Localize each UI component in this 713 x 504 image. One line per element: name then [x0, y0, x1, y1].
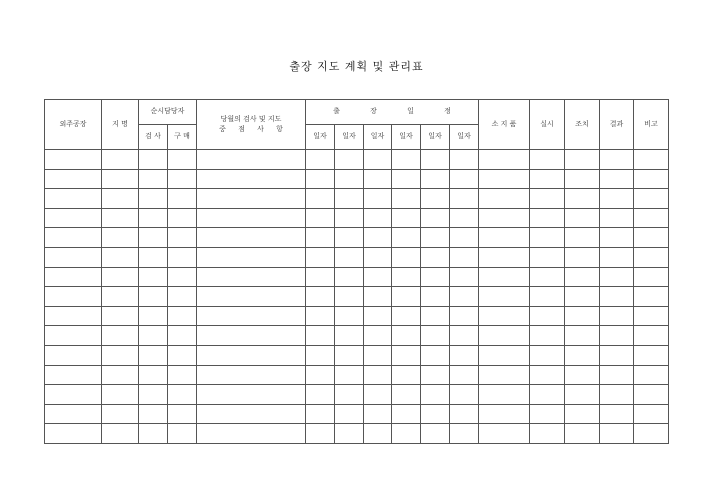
table-cell[interactable]: [565, 267, 600, 287]
header-date-5: 일자: [421, 125, 450, 150]
table-row: [45, 169, 669, 189]
table-cell[interactable]: [565, 385, 600, 405]
table-cell[interactable]: [634, 150, 669, 170]
table-cell[interactable]: [392, 228, 421, 248]
header-date-6: 일자: [450, 125, 479, 150]
header-guidance-line1: 당월의 검사 및 지도: [220, 114, 282, 123]
table-cell[interactable]: [530, 189, 565, 209]
table-cell[interactable]: [197, 345, 306, 365]
table-cell[interactable]: [45, 326, 102, 346]
table-cell[interactable]: [600, 385, 634, 405]
table-cell[interactable]: [600, 189, 634, 209]
table-cell[interactable]: [306, 306, 335, 326]
table-cell[interactable]: [634, 208, 669, 228]
table-cell[interactable]: [45, 345, 102, 365]
table-cell[interactable]: [530, 150, 565, 170]
table-cell[interactable]: [450, 267, 479, 287]
table-cell[interactable]: [479, 345, 530, 365]
table-cell[interactable]: [139, 169, 168, 189]
header-date-4: 일자: [392, 125, 421, 150]
table-cell[interactable]: [421, 208, 450, 228]
header-execution: 실시: [530, 100, 565, 150]
table-cell[interactable]: [139, 385, 168, 405]
table-cell[interactable]: [168, 306, 197, 326]
table-cell[interactable]: [530, 208, 565, 228]
header-guidance: [197, 100, 306, 150]
table-cell[interactable]: [168, 287, 197, 307]
table-cell[interactable]: [450, 208, 479, 228]
table-cell[interactable]: [197, 267, 306, 287]
table-cell[interactable]: [335, 404, 364, 424]
table-cell[interactable]: [102, 385, 139, 405]
table-cell[interactable]: [530, 247, 565, 267]
table-cell[interactable]: [479, 306, 530, 326]
table-cell[interactable]: [600, 345, 634, 365]
table-cell[interactable]: [139, 306, 168, 326]
table-cell[interactable]: [364, 150, 392, 170]
header-result: 결과: [600, 100, 634, 150]
table-row: [45, 150, 669, 170]
table-row: [45, 326, 669, 346]
table-cell[interactable]: [45, 424, 102, 444]
table-cell[interactable]: [530, 385, 565, 405]
table-cell[interactable]: [364, 306, 392, 326]
table-cell[interactable]: [102, 306, 139, 326]
table-cell[interactable]: [168, 424, 197, 444]
table-cell[interactable]: [102, 228, 139, 248]
table-cell[interactable]: [392, 267, 421, 287]
table-cell[interactable]: [634, 247, 669, 267]
table-cell[interactable]: [139, 287, 168, 307]
table-cell[interactable]: [306, 228, 335, 248]
table-cell[interactable]: [392, 306, 421, 326]
table-cell[interactable]: [530, 306, 565, 326]
table-cell[interactable]: [634, 306, 669, 326]
table-cell[interactable]: [364, 267, 392, 287]
table-cell[interactable]: [530, 424, 565, 444]
table-cell[interactable]: [392, 189, 421, 209]
table-cell[interactable]: [102, 150, 139, 170]
table-cell[interactable]: [392, 150, 421, 170]
header-date-2: 일자: [335, 125, 364, 150]
table-cell[interactable]: [421, 189, 450, 209]
table-body: [45, 150, 669, 444]
table-cell[interactable]: [45, 404, 102, 424]
table-cell[interactable]: [450, 306, 479, 326]
table-cell[interactable]: [306, 267, 335, 287]
table-cell[interactable]: [197, 365, 306, 385]
header-guidance-line2: 중 점 사 항: [219, 124, 283, 133]
table-cell[interactable]: [197, 189, 306, 209]
table-cell[interactable]: [364, 385, 392, 405]
table-row: [45, 424, 669, 444]
table-cell[interactable]: [335, 228, 364, 248]
header-remarks: 비고: [634, 100, 669, 150]
table-cell[interactable]: [421, 306, 450, 326]
table-cell[interactable]: [306, 385, 335, 405]
table-cell[interactable]: [479, 365, 530, 385]
table-cell[interactable]: [565, 345, 600, 365]
table-cell[interactable]: [102, 267, 139, 287]
table-cell[interactable]: [168, 365, 197, 385]
table-cell[interactable]: [364, 287, 392, 307]
table-cell[interactable]: [364, 326, 392, 346]
table-cell[interactable]: [168, 247, 197, 267]
table-cell[interactable]: [335, 169, 364, 189]
table-cell[interactable]: [634, 267, 669, 287]
table-cell[interactable]: [306, 247, 335, 267]
table-cell[interactable]: [45, 189, 102, 209]
header-item: 지 명: [102, 100, 139, 150]
table-cell[interactable]: [634, 345, 669, 365]
table-cell[interactable]: [168, 326, 197, 346]
table-cell[interactable]: [450, 365, 479, 385]
table-cell[interactable]: [479, 189, 530, 209]
table-cell[interactable]: [335, 267, 364, 287]
table-cell[interactable]: [306, 150, 335, 170]
table-cell[interactable]: [364, 345, 392, 365]
header-purchase: 구 매: [168, 125, 197, 150]
table-row: [45, 345, 669, 365]
table-cell[interactable]: [634, 189, 669, 209]
table-cell[interactable]: [306, 169, 335, 189]
table-cell[interactable]: [634, 326, 669, 346]
table-cell[interactable]: [168, 385, 197, 405]
table-cell[interactable]: [421, 365, 450, 385]
table-cell[interactable]: [197, 404, 306, 424]
table-cell[interactable]: [197, 326, 306, 346]
table-cell[interactable]: [45, 228, 102, 248]
table-cell[interactable]: [45, 247, 102, 267]
table-cell[interactable]: [421, 424, 450, 444]
table-cell[interactable]: [600, 424, 634, 444]
table-cell[interactable]: [530, 345, 565, 365]
table-row: [45, 385, 669, 405]
table-cell[interactable]: [335, 385, 364, 405]
table-cell[interactable]: [600, 287, 634, 307]
table-cell[interactable]: [421, 287, 450, 307]
table-cell[interactable]: [168, 228, 197, 248]
table-cell[interactable]: [634, 404, 669, 424]
table-cell[interactable]: [197, 208, 306, 228]
table-row: [45, 208, 669, 228]
table-cell[interactable]: [168, 208, 197, 228]
table-cell[interactable]: [45, 306, 102, 326]
table-cell[interactable]: [565, 150, 600, 170]
table-cell[interactable]: [450, 150, 479, 170]
table-cell[interactable]: [450, 169, 479, 189]
table-cell[interactable]: [197, 228, 306, 248]
table-cell[interactable]: [565, 169, 600, 189]
table-cell[interactable]: [335, 287, 364, 307]
table-cell[interactable]: [197, 150, 306, 170]
table-cell[interactable]: [634, 287, 669, 307]
header-owner: 소 지 품: [479, 100, 530, 150]
table-cell[interactable]: [392, 385, 421, 405]
table-cell[interactable]: [421, 150, 450, 170]
table-cell[interactable]: [565, 424, 600, 444]
table-row: [45, 404, 669, 424]
table-cell[interactable]: [450, 247, 479, 267]
table-cell[interactable]: [139, 365, 168, 385]
table-cell[interactable]: [450, 228, 479, 248]
table-cell[interactable]: [102, 208, 139, 228]
table-cell[interactable]: [392, 345, 421, 365]
table-cell[interactable]: [565, 287, 600, 307]
table-cell[interactable]: [197, 385, 306, 405]
table-cell[interactable]: [139, 247, 168, 267]
table-cell[interactable]: [530, 228, 565, 248]
table-cell[interactable]: [335, 189, 364, 209]
table-cell[interactable]: [306, 208, 335, 228]
table-cell[interactable]: [364, 208, 392, 228]
table-cell[interactable]: [306, 189, 335, 209]
table-cell[interactable]: [600, 326, 634, 346]
table-cell[interactable]: [421, 247, 450, 267]
table-cell[interactable]: [364, 189, 392, 209]
table-cell[interactable]: [335, 247, 364, 267]
table-cell[interactable]: [565, 189, 600, 209]
table-cell[interactable]: [479, 208, 530, 228]
table-cell[interactable]: [139, 208, 168, 228]
table-cell[interactable]: [421, 345, 450, 365]
table-cell[interactable]: [565, 326, 600, 346]
table-cell[interactable]: [565, 208, 600, 228]
table-cell[interactable]: [168, 404, 197, 424]
table-cell[interactable]: [45, 267, 102, 287]
table-cell[interactable]: [392, 208, 421, 228]
table-cell[interactable]: [392, 424, 421, 444]
table-cell[interactable]: [139, 189, 168, 209]
table-cell[interactable]: [634, 169, 669, 189]
table-cell[interactable]: [634, 424, 669, 444]
table-cell[interactable]: [306, 287, 335, 307]
table-cell[interactable]: [364, 424, 392, 444]
table-cell[interactable]: [364, 228, 392, 248]
table-cell[interactable]: [421, 326, 450, 346]
table-cell[interactable]: [479, 247, 530, 267]
table-cell[interactable]: [168, 169, 197, 189]
table-cell[interactable]: [634, 228, 669, 248]
table-cell[interactable]: [421, 228, 450, 248]
table-cell[interactable]: [600, 306, 634, 326]
table-cell[interactable]: [421, 385, 450, 405]
table-cell[interactable]: [479, 326, 530, 346]
table-cell[interactable]: [479, 287, 530, 307]
table-cell[interactable]: [565, 365, 600, 385]
table-cell[interactable]: [392, 404, 421, 424]
table-cell[interactable]: [364, 404, 392, 424]
table-cell[interactable]: [530, 169, 565, 189]
table-cell[interactable]: [364, 247, 392, 267]
table-cell[interactable]: [565, 306, 600, 326]
table-cell[interactable]: [450, 345, 479, 365]
table-cell[interactable]: [45, 385, 102, 405]
table-cell[interactable]: [600, 169, 634, 189]
business-trip-guidance-table: [44, 99, 669, 444]
table-cell[interactable]: [45, 208, 102, 228]
table-cell[interactable]: [634, 365, 669, 385]
table-cell[interactable]: [479, 404, 530, 424]
table-cell[interactable]: [168, 189, 197, 209]
table-cell[interactable]: [335, 150, 364, 170]
table-cell[interactable]: [306, 365, 335, 385]
table-cell[interactable]: [392, 326, 421, 346]
header-factory: 외주공장: [45, 100, 102, 150]
header-date-3: 일자: [364, 125, 392, 150]
table-cell[interactable]: [102, 424, 139, 444]
table-cell[interactable]: [102, 247, 139, 267]
table-cell[interactable]: [102, 169, 139, 189]
table-cell[interactable]: [335, 306, 364, 326]
table-cell[interactable]: [197, 306, 306, 326]
table-cell[interactable]: [392, 247, 421, 267]
table-cell[interactable]: [565, 247, 600, 267]
table-row: [45, 247, 669, 267]
table-cell[interactable]: [600, 228, 634, 248]
table-cell[interactable]: [479, 424, 530, 444]
table-cell[interactable]: [45, 287, 102, 307]
table-cell[interactable]: [45, 150, 102, 170]
table-cell[interactable]: [139, 326, 168, 346]
table-cell[interactable]: [450, 385, 479, 405]
table-cell[interactable]: [450, 287, 479, 307]
header-schedule-group: 출 장 일 정: [306, 100, 479, 125]
table-cell[interactable]: [306, 404, 335, 424]
table-cell[interactable]: [421, 404, 450, 424]
table-row: [45, 228, 669, 248]
page-title: 출장 지도 계획 및 관리표: [289, 60, 424, 73]
table-cell[interactable]: [45, 169, 102, 189]
header-inspection: 검 사: [139, 125, 168, 150]
table-cell[interactable]: [530, 287, 565, 307]
table-cell[interactable]: [450, 404, 479, 424]
table-cell[interactable]: [139, 150, 168, 170]
table-cell[interactable]: [600, 365, 634, 385]
table-cell[interactable]: [139, 404, 168, 424]
table-cell[interactable]: [335, 345, 364, 365]
table-cell[interactable]: [600, 208, 634, 228]
table-cell[interactable]: [102, 365, 139, 385]
table-cell[interactable]: [479, 228, 530, 248]
table-row: [45, 365, 669, 385]
table-cell[interactable]: [450, 326, 479, 346]
table-cell[interactable]: [530, 404, 565, 424]
table-cell[interactable]: [479, 385, 530, 405]
table-cell[interactable]: [335, 326, 364, 346]
table-cell[interactable]: [335, 424, 364, 444]
table-cell[interactable]: [450, 189, 479, 209]
table-cell[interactable]: [530, 267, 565, 287]
table-cell[interactable]: [530, 365, 565, 385]
table-cell[interactable]: [102, 189, 139, 209]
table-cell[interactable]: [600, 150, 634, 170]
table-cell[interactable]: [565, 228, 600, 248]
table-cell[interactable]: [306, 345, 335, 365]
table-cell[interactable]: [565, 404, 600, 424]
table-cell[interactable]: [139, 267, 168, 287]
table-cell[interactable]: [139, 424, 168, 444]
table-cell[interactable]: [634, 385, 669, 405]
table-cell[interactable]: [479, 169, 530, 189]
table-cell[interactable]: [102, 287, 139, 307]
table-cell[interactable]: [102, 404, 139, 424]
table-cell[interactable]: [364, 365, 392, 385]
table-row: [45, 287, 669, 307]
table-cell[interactable]: [364, 169, 392, 189]
table-cell[interactable]: [421, 169, 450, 189]
header-date-1: 일자: [306, 125, 335, 150]
table-row: [45, 306, 669, 326]
table-cell[interactable]: [600, 267, 634, 287]
table-row: [45, 267, 669, 287]
table-row: [45, 189, 669, 209]
table-cell[interactable]: [530, 326, 565, 346]
table-cell[interactable]: [197, 287, 306, 307]
table-cell[interactable]: [392, 365, 421, 385]
table-cell[interactable]: [479, 150, 530, 170]
header-inspector-group: 순시담당자: [139, 100, 197, 125]
table-cell[interactable]: [479, 267, 530, 287]
table-cell[interactable]: [392, 169, 421, 189]
table-cell[interactable]: [306, 326, 335, 346]
table-cell[interactable]: [197, 169, 306, 189]
table-cell[interactable]: [335, 208, 364, 228]
header-action: 조치: [565, 100, 600, 150]
table-cell[interactable]: [600, 247, 634, 267]
table-cell[interactable]: [45, 365, 102, 385]
table-cell[interactable]: [139, 228, 168, 248]
table-cell[interactable]: [168, 267, 197, 287]
table-cell[interactable]: [102, 345, 139, 365]
table-cell[interactable]: [102, 326, 139, 346]
table-cell[interactable]: [197, 424, 306, 444]
table-cell[interactable]: [421, 267, 450, 287]
table-cell[interactable]: [392, 287, 421, 307]
table-cell[interactable]: [168, 345, 197, 365]
table-cell[interactable]: [335, 365, 364, 385]
table-cell[interactable]: [139, 345, 168, 365]
table-cell[interactable]: [600, 404, 634, 424]
table-cell[interactable]: [450, 424, 479, 444]
table-cell[interactable]: [306, 424, 335, 444]
table-cell[interactable]: [197, 247, 306, 267]
table-cell[interactable]: [168, 150, 197, 170]
